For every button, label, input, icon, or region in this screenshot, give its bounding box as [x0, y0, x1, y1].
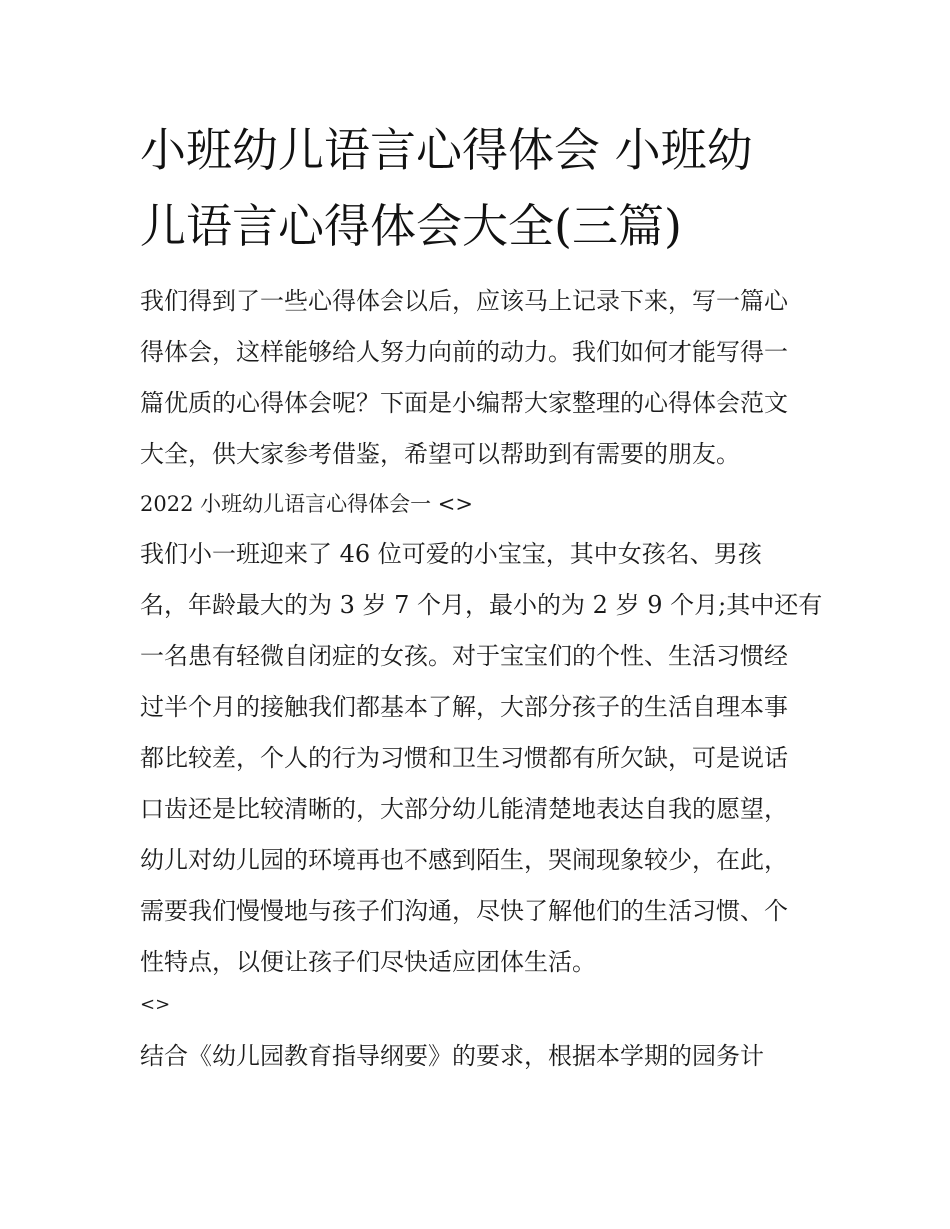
- section-heading: 2022 小班幼儿语言心得体会一 <>: [140, 492, 473, 516]
- paragraph1-line-3: 一名患有轻微自闭症的女孩。对于宝宝们的个性、生活习惯经: [140, 642, 788, 670]
- paragraph1-line-9: 性特点，以便让孩子们尽快适应团体生活。: [140, 948, 596, 976]
- paragraph1-line-4: 过半个月的接触我们都基本了解，大部分孩子的生活自理本事: [140, 693, 788, 721]
- intro-line-1: 我们得到了一些心得体会以后，应该马上记录下来，写一篇心: [140, 287, 788, 315]
- intro-line-3: 篇优质的心得体会呢？下面是小编帮大家整理的心得体会范文: [140, 389, 788, 417]
- paragraph1-line-5: 都比较差，个人的行为习惯和卫生习惯都有所欠缺，可是说话: [140, 744, 788, 772]
- title-line-2: 儿语言心得体会大全(三篇): [140, 199, 682, 253]
- paragraph1-line-8: 需要我们慢慢地与孩子们沟通，尽快了解他们的生活习惯、个: [140, 897, 788, 925]
- paragraph1-line-2: 名，年龄最大的为 3 岁 7 个月，最小的为 2 岁 9 个月;其中还有: [140, 591, 823, 619]
- intro-line-2: 得体会，这样能够给人努力向前的动力。我们如何才能写得一: [140, 338, 788, 366]
- paragraph1-line-7: 幼儿对幼儿园的环境再也不感到陌生，哭闹现象较少，在此，: [140, 846, 788, 874]
- intro-line-4: 大全，供大家参考借鉴，希望可以帮助到有需要的朋友。: [140, 440, 740, 468]
- paragraph1-line-6: 口齿还是比较清晰的，大部分幼儿能清楚地表达自我的愿望，: [140, 795, 788, 823]
- document-title: [140, 112, 820, 264]
- paragraph2-line-1: 结合《幼儿园教育指导纲要》的要求，根据本学期的园务计: [140, 1042, 764, 1070]
- paragraph1-line-1: 我们小一班迎来了 46 位可爱的小宝宝，其中女孩名、男孩: [140, 540, 762, 568]
- title-line-1: 小班幼儿语言心得体会 小班幼: [140, 123, 753, 177]
- section-marker: <>: [140, 994, 171, 1015]
